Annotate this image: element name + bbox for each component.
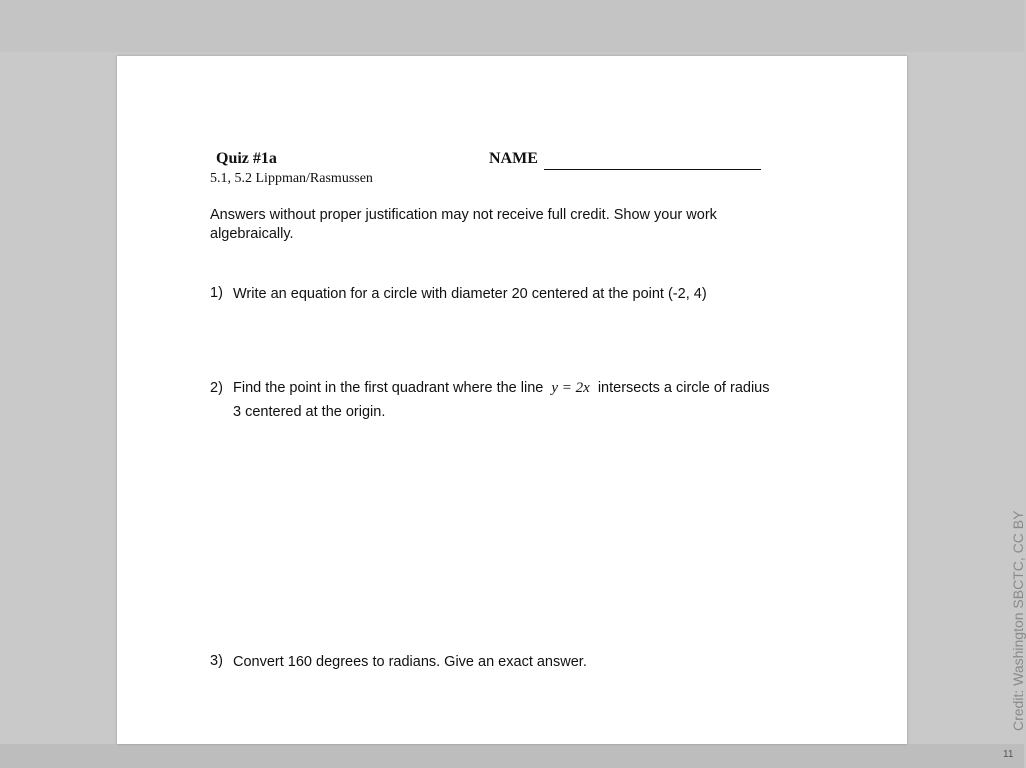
question-2-text-line2: 3 centered at the origin. [233, 404, 386, 420]
quiz-subtitle: 5.1, 5.2 Lippman/Rasmussen [210, 171, 373, 186]
question-2-text [233, 376, 833, 424]
quiz-title: Quiz #1a [216, 150, 277, 167]
bottom-bar [0, 744, 1024, 768]
question-1-number: 1) [210, 285, 223, 301]
name-label: NAME [489, 150, 538, 167]
question-2-text-after: intersects a circle of radius [597, 380, 770, 396]
question-2-number: 2) [210, 380, 223, 396]
question-3-number: 3) [210, 653, 223, 669]
name-blank-line [544, 169, 761, 170]
question-2-text-before: Find the point in the first quadrant where the line [233, 380, 544, 396]
document-page [117, 56, 907, 744]
slide-page-number: 11 [1003, 749, 1014, 760]
question-3-text: Convert 160 degrees to radians. Give an exact answer. [233, 654, 587, 670]
instructions: Answers without proper justification may not receive full credit. Show your work algebraically. [210, 207, 717, 242]
credit-text: Credit: Washington SBCTC, CC BY [1010, 510, 1026, 731]
top-bar [0, 0, 1024, 52]
question-1-text: Write an equation for a circle with diameter 20 centered at the point (-2, 4) [233, 286, 707, 302]
question-2-equation: y = 2x [551, 380, 590, 396]
